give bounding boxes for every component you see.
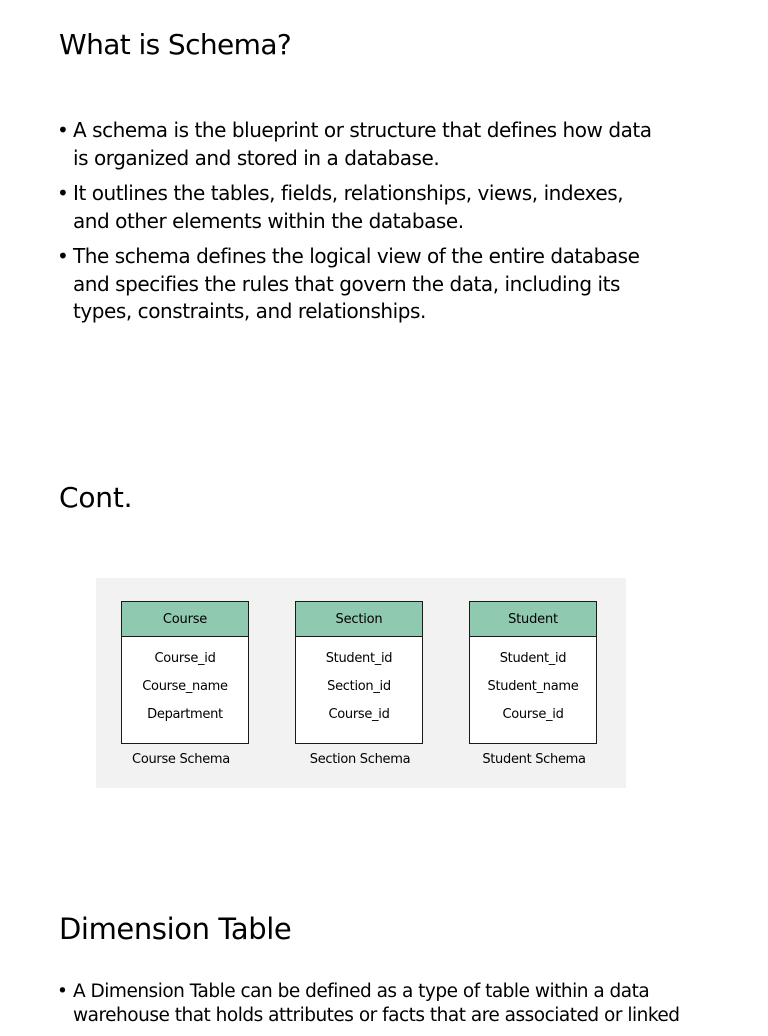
bullet-line: and specifies the rules that govern the data, including its xyxy=(73,271,620,296)
bullet-line: A schema is the blueprint or structure that defines how data xyxy=(73,118,652,142)
entity-field: Student_name xyxy=(487,679,579,694)
entity-field: Department xyxy=(147,707,223,722)
bullet-line: The schema defines the logical view of the entire database xyxy=(73,244,640,268)
entity-field-list xyxy=(296,637,422,734)
bullet-line: types, constraints, and relationships. xyxy=(73,299,426,323)
bullet-line: warehouse that holds attributes or facts that are associated or linked xyxy=(73,1005,680,1026)
bullet-item xyxy=(57,980,737,1028)
bullet-dot-icon: • xyxy=(57,244,69,268)
bullet-dot-icon: • xyxy=(57,981,68,1002)
bullet-item xyxy=(57,180,737,235)
bullet-item xyxy=(57,117,737,172)
entity-header: Section xyxy=(296,602,422,637)
entity-header: Course xyxy=(122,602,248,637)
slide-title-cont: Cont. xyxy=(59,481,133,514)
entity-caption: Course Schema xyxy=(132,752,230,767)
entity-caption: Section Schema xyxy=(309,752,411,767)
entity-header: Student xyxy=(470,602,596,637)
entity-field: Student_id xyxy=(499,651,567,666)
entity-caption: Student Schema xyxy=(482,752,586,767)
schema-diagram xyxy=(96,578,626,788)
bullet-line: is organized and stored in a database. xyxy=(73,145,440,170)
entity-field-list xyxy=(470,637,596,734)
entity-section xyxy=(295,601,423,744)
slide-title-what-is-schema: What is Schema? xyxy=(59,28,292,61)
schema-bullet-list xyxy=(57,117,737,334)
bullet-line: and other elements within the database. xyxy=(73,208,464,233)
entity-course xyxy=(121,601,249,744)
entity-field: Course_id xyxy=(502,707,564,722)
bullet-line: A Dimension Table can be defined as a type of table within a data xyxy=(73,981,650,1002)
entity-student xyxy=(469,601,597,744)
entity-field: Student_id xyxy=(325,651,393,666)
dimension-bullet-list xyxy=(57,980,737,1036)
slide-title-dimension-table: Dimension Table xyxy=(59,912,292,946)
bullet-dot-icon: • xyxy=(57,181,69,205)
bullet-item xyxy=(57,243,737,326)
bullet-line: It outlines the tables, fields, relationships, views, indexes, xyxy=(73,181,624,205)
entity-field: Section_id xyxy=(327,679,391,694)
entity-field: Course_id xyxy=(154,651,216,666)
entity-field: Course_id xyxy=(328,707,390,722)
entity-field-list xyxy=(122,637,248,734)
bullet-dot-icon: • xyxy=(57,118,69,142)
entity-field: Course_name xyxy=(142,679,228,694)
